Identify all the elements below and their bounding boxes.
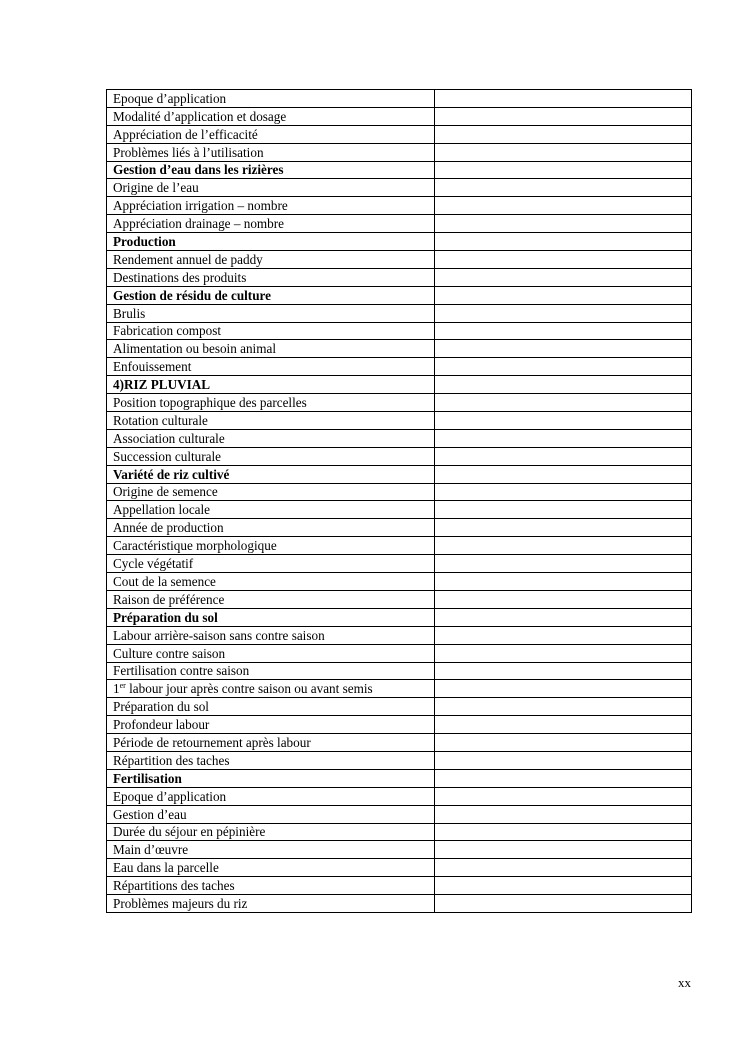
answer-cell[interactable]	[435, 877, 692, 895]
table-row	[107, 304, 692, 322]
row-label	[107, 680, 435, 698]
table-row	[107, 519, 692, 537]
section-heading-row	[107, 769, 692, 787]
row-label: Profondeur labour	[107, 716, 435, 734]
answer-cell[interactable]	[435, 716, 692, 734]
table-row	[107, 698, 692, 716]
row-label: Appréciation irrigation – nombre	[107, 197, 435, 215]
row-label: Eau dans la parcelle	[107, 859, 435, 877]
table-row	[107, 429, 692, 447]
table-row	[107, 590, 692, 608]
table-row	[107, 125, 692, 143]
answer-cell[interactable]	[435, 751, 692, 769]
table-row	[107, 895, 692, 913]
row-label: Appréciation de l’efficacité	[107, 125, 435, 143]
answer-cell[interactable]	[435, 233, 692, 251]
section-heading: Gestion d’eau dans les rizières	[107, 161, 435, 179]
table-row	[107, 340, 692, 358]
table-row	[107, 787, 692, 805]
row-label: Succession culturale	[107, 447, 435, 465]
answer-cell[interactable]	[435, 501, 692, 519]
row-label: Epoque d’application	[107, 90, 435, 108]
row-label: Problèmes liés à l’utilisation	[107, 143, 435, 161]
answer-cell[interactable]	[435, 519, 692, 537]
table-row	[107, 805, 692, 823]
table-row	[107, 555, 692, 573]
row-label: Durée du séjour en pépinière	[107, 823, 435, 841]
answer-cell[interactable]	[435, 895, 692, 913]
row-label: Appréciation drainage – nombre	[107, 215, 435, 233]
answer-cell[interactable]	[435, 465, 692, 483]
answer-cell[interactable]	[435, 680, 692, 698]
section-heading-row	[107, 233, 692, 251]
row-label: Association culturale	[107, 429, 435, 447]
table-row	[107, 841, 692, 859]
answer-cell[interactable]	[435, 644, 692, 662]
table-row	[107, 680, 692, 698]
row-label: Problèmes majeurs du riz	[107, 895, 435, 913]
table-row	[107, 537, 692, 555]
table-row	[107, 751, 692, 769]
row-label: Alimentation ou besoin animal	[107, 340, 435, 358]
answer-cell[interactable]	[435, 447, 692, 465]
row-label: Gestion d’eau	[107, 805, 435, 823]
row-label: Labour arrière-saison sans contre saison	[107, 626, 435, 644]
answer-cell[interactable]	[435, 555, 692, 573]
answer-cell[interactable]	[435, 107, 692, 125]
answer-cell[interactable]	[435, 197, 692, 215]
row-label: Appellation locale	[107, 501, 435, 519]
section-heading-row	[107, 608, 692, 626]
row-label: Modalité d’application et dosage	[107, 107, 435, 125]
section-heading: Variété de riz cultivé	[107, 465, 435, 483]
row-label: Origine de l’eau	[107, 179, 435, 197]
table-row	[107, 268, 692, 286]
answer-cell[interactable]	[435, 179, 692, 197]
table-row	[107, 626, 692, 644]
table-row	[107, 394, 692, 412]
row-label: Cout de la semence	[107, 573, 435, 591]
row-label: Répartition des taches	[107, 751, 435, 769]
row-label: Rotation culturale	[107, 412, 435, 430]
survey-table-body	[107, 90, 692, 913]
table-row	[107, 197, 692, 215]
table-row	[107, 501, 692, 519]
answer-cell[interactable]	[435, 376, 692, 394]
answer-cell[interactable]	[435, 412, 692, 430]
answer-cell[interactable]	[435, 322, 692, 340]
row-label: Rendement annuel de paddy	[107, 251, 435, 269]
answer-cell[interactable]	[435, 286, 692, 304]
row-label: Préparation du sol	[107, 698, 435, 716]
table-row	[107, 734, 692, 752]
table-row	[107, 716, 692, 734]
row-label: Caractéristique morphologique	[107, 537, 435, 555]
answer-cell[interactable]	[435, 268, 692, 286]
row-label: Période de retournement après labour	[107, 734, 435, 752]
table-row	[107, 143, 692, 161]
section-heading: Gestion de résidu de culture	[107, 286, 435, 304]
section-heading-row	[107, 161, 692, 179]
table-row	[107, 251, 692, 269]
table-row	[107, 859, 692, 877]
section-heading-row	[107, 465, 692, 483]
row-label: Raison de préférence	[107, 590, 435, 608]
answer-cell[interactable]	[435, 823, 692, 841]
row-label-text: labour jour après contre saison ou avant semis	[129, 681, 373, 697]
table-row	[107, 107, 692, 125]
answer-cell[interactable]	[435, 143, 692, 161]
answer-cell[interactable]	[435, 573, 692, 591]
answer-cell[interactable]	[435, 698, 692, 716]
answer-cell[interactable]	[435, 787, 692, 805]
answer-cell[interactable]	[435, 429, 692, 447]
table-row	[107, 358, 692, 376]
answer-cell[interactable]	[435, 841, 692, 859]
row-label: Fertilisation contre saison	[107, 662, 435, 680]
answer-cell[interactable]	[435, 590, 692, 608]
row-label: Destinations des produits	[107, 268, 435, 286]
section-heading-row	[107, 376, 692, 394]
answer-cell[interactable]	[435, 734, 692, 752]
answer-cell[interactable]	[435, 626, 692, 644]
answer-cell[interactable]	[435, 537, 692, 555]
answer-cell[interactable]	[435, 394, 692, 412]
row-label: Répartitions des taches	[107, 877, 435, 895]
row-label: Brulis	[107, 304, 435, 322]
table-row	[107, 483, 692, 501]
answer-cell[interactable]	[435, 251, 692, 269]
answer-cell[interactable]	[435, 859, 692, 877]
page-number: xx	[678, 975, 691, 990]
section-heading-row	[107, 286, 692, 304]
row-label: Main d’œuvre	[107, 841, 435, 859]
answer-cell[interactable]	[435, 340, 692, 358]
ordinal-number: 1	[113, 681, 120, 697]
section-heading: Préparation du sol	[107, 608, 435, 626]
survey-table	[106, 89, 692, 913]
answer-cell[interactable]	[435, 215, 692, 233]
answer-cell[interactable]	[435, 161, 692, 179]
table-row	[107, 90, 692, 108]
table-row	[107, 644, 692, 662]
answer-cell[interactable]	[435, 483, 692, 501]
table-row	[107, 215, 692, 233]
answer-cell[interactable]	[435, 304, 692, 322]
table-row	[107, 322, 692, 340]
answer-cell[interactable]	[435, 805, 692, 823]
section-heading: Production	[107, 233, 435, 251]
row-label: Année de production	[107, 519, 435, 537]
row-label: Enfouissement	[107, 358, 435, 376]
ordinal-suffix: er	[119, 681, 126, 691]
answer-cell[interactable]	[435, 125, 692, 143]
table-row	[107, 447, 692, 465]
row-label: Epoque d’application	[107, 787, 435, 805]
table-row	[107, 573, 692, 591]
table-row	[107, 877, 692, 895]
section-heading: Fertilisation	[107, 769, 435, 787]
row-label: Culture contre saison	[107, 644, 435, 662]
answer-cell[interactable]	[435, 358, 692, 376]
section-heading: 4)RIZ PLUVIAL	[107, 376, 435, 394]
row-label: Position topographique des parcelles	[107, 394, 435, 412]
table-row	[107, 823, 692, 841]
answer-cell[interactable]	[435, 662, 692, 680]
table-row	[107, 179, 692, 197]
table-row	[107, 662, 692, 680]
row-label: Fabrication compost	[107, 322, 435, 340]
answer-cell[interactable]	[435, 608, 692, 626]
answer-cell[interactable]	[435, 90, 692, 108]
table-row	[107, 412, 692, 430]
row-label: Cycle végétatif	[107, 555, 435, 573]
row-label: Origine de semence	[107, 483, 435, 501]
answer-cell[interactable]	[435, 769, 692, 787]
